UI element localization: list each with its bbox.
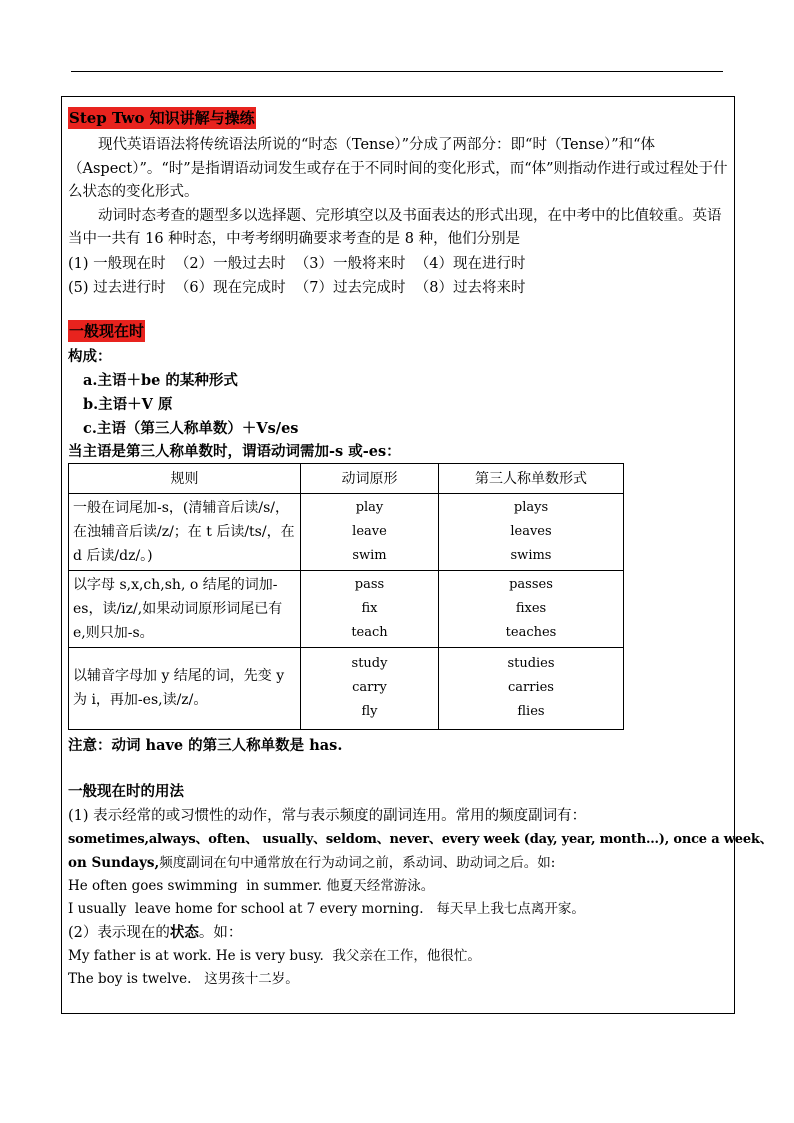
on-sundays-text: on Sundays, bbox=[68, 854, 160, 871]
structure-item-a: a.主语＋be 的某种形式 bbox=[83, 371, 238, 389]
base-form: swim bbox=[352, 547, 387, 563]
usage-1-position bbox=[68, 852, 730, 875]
frequency-adverbs: sometimes,always、often、 usually、seldom、never、every week (day, year, month…), once a week、 bbox=[68, 831, 773, 847]
intro-paragraph: 现代英语语法将传统语法所说的“时态（Tense）”分成了两部分：即“时（Tense）”和“体（Aspect）”。“时”是指谓语动词发生或存在于不同时间的变化形式，而“体”则指动作进行或过程处于什么状态的变化形式。 bbox=[68, 137, 728, 200]
example-sentence-3: My father is at work. He is very busy. 我父亲在工作，他很忙。 bbox=[68, 947, 481, 964]
present-simple-heading: 一般现在时 bbox=[69, 321, 145, 340]
section-heading-step-two bbox=[68, 107, 730, 129]
rule-intro: 当主语是第三人称单数时，谓语动词需加-s 或-es： bbox=[68, 442, 401, 460]
base-form: carry bbox=[352, 680, 387, 695]
example-sentence-1: He often goes swimming in summer. 他夏天经常游泳。 bbox=[68, 877, 435, 894]
table-row bbox=[69, 647, 624, 729]
third-person-form: swims bbox=[510, 547, 552, 563]
usage-heading: 一般现在时的用法 bbox=[68, 782, 184, 800]
base-form: leave bbox=[352, 523, 387, 539]
third-person-form: plays bbox=[513, 499, 549, 515]
base-form: play bbox=[355, 499, 384, 515]
section-heading-present-simple bbox=[68, 320, 730, 342]
base-form: fix bbox=[361, 600, 378, 616]
usage-2 bbox=[68, 921, 730, 945]
has-note: 注意：动词 have 的第三人称单数是 has. bbox=[68, 736, 343, 754]
example-sentence-4: The boy is twelve. 这男孩十二岁。 bbox=[68, 970, 299, 987]
header-base-form: 动词原形 bbox=[301, 463, 439, 493]
usage-2-suffix: 。如： bbox=[198, 924, 243, 941]
header-third-person: 第三人称单数形式 bbox=[439, 463, 624, 493]
table-header-row bbox=[69, 463, 624, 493]
base-form: teach bbox=[351, 624, 388, 640]
usage-2-prefix: (2）表示现在的 bbox=[68, 924, 170, 941]
rule-cell: 以辅音字母加 y 结尾的词，先变 y 为 i，再加-es,读/z/。 bbox=[69, 647, 301, 729]
tense-list-row-2: (5) 过去进行时 （6）现在完成时 （7）过去完成时 （8）过去将来时 bbox=[68, 279, 526, 296]
header-rule: 规则 bbox=[69, 463, 301, 493]
tense-list-row-1: (1) 一般现在时 （2）一般过去时 （3）一般将来时 （4）现在进行时 bbox=[68, 255, 526, 272]
base-form: pass bbox=[354, 576, 385, 592]
third-person-cell bbox=[439, 647, 624, 729]
third-person-form: carries bbox=[508, 680, 554, 695]
structure-item-b: b.主语＋V 原 bbox=[83, 395, 173, 413]
base-form-cell bbox=[301, 647, 439, 729]
third-person-form: passes bbox=[509, 576, 553, 592]
rule-cell: 一般在词尾加-s，(清辅音后读/s/，在浊辅音后读/z/；在 t 后读/ts/，在 d 后读/dz/。) bbox=[69, 493, 301, 570]
third-person-form: fixes bbox=[515, 600, 547, 616]
table-row bbox=[69, 493, 624, 570]
structure-item-c: c.主语（第三人称单数）＋Vs/es bbox=[83, 419, 299, 437]
rule-cell: 以字母 s,x,ch,sh, o 结尾的词加-es，读/iz/,如果动词原形词尾已有 e,则只加-s。 bbox=[69, 570, 301, 647]
base-form-cell bbox=[301, 493, 439, 570]
base-form-cell bbox=[301, 570, 439, 647]
third-person-cell bbox=[439, 493, 624, 570]
structure-label: 构成： bbox=[68, 347, 112, 365]
header-rule bbox=[71, 71, 723, 72]
third-person-form: studies bbox=[507, 656, 555, 671]
table-row bbox=[69, 570, 624, 647]
base-form: fly bbox=[361, 704, 378, 719]
third-person-form: leaves bbox=[510, 523, 552, 539]
usage-1: (1) 表示经常的或习惯性的动作，常与表示频度的副词连用。常用的频度副词有： bbox=[68, 807, 587, 824]
adverb-position-text: 频度副词在句中通常放在行为动词之前，系动词、助动词之后。如: bbox=[159, 854, 556, 871]
third-person-form: flies bbox=[517, 704, 545, 719]
step-two-heading: Step Two 知识讲解与操练 bbox=[69, 109, 255, 127]
exam-paragraph: 动词时态考查的题型多以选择题、完形填空以及书面表达的形式出现，在中考中的比值较重。英语当中一共有 16 种时态，中考考纲明确要求考查的是 8 种，他们分别是 bbox=[68, 207, 722, 247]
content-body bbox=[68, 107, 773, 991]
base-form: study bbox=[351, 656, 388, 671]
third-person-form: teaches bbox=[505, 624, 557, 640]
third-person-rules-table bbox=[68, 463, 624, 730]
third-person-cell bbox=[439, 570, 624, 647]
usage-2-state: 状态 bbox=[169, 923, 199, 941]
content-frame bbox=[61, 96, 773, 1014]
example-sentence-2: I usually leave home for school at 7 every morning. 每天早上我七点离开家。 bbox=[68, 900, 585, 917]
